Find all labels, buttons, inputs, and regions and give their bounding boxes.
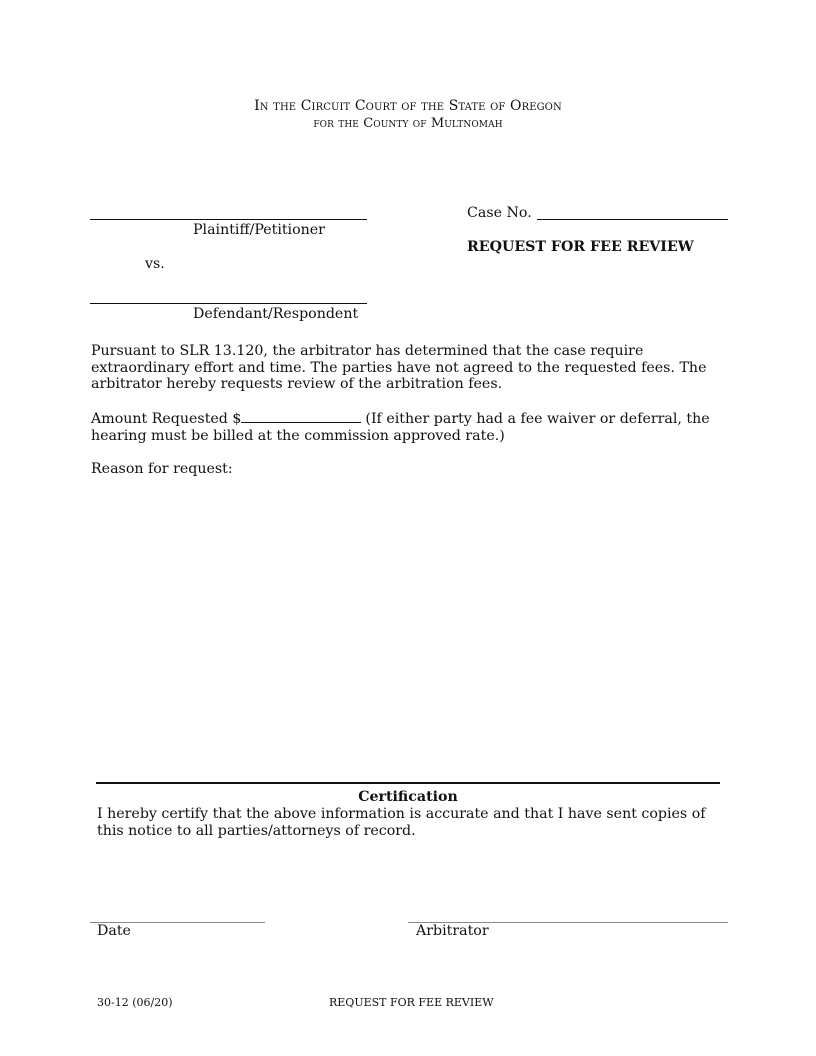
court-header-line-2: for the County of Multnomah	[313, 116, 503, 131]
amount-requested-paragraph	[91, 410, 731, 444]
certification-text: I hereby certify that the above information is accurate and that I have sent copies of this notice to all parties/attorneys of record.	[97, 806, 706, 839]
case-number-label: Case No.	[467, 205, 532, 221]
versus-label: vs.	[145, 256, 165, 272]
plaintiff-name-field[interactable]	[90, 219, 367, 220]
certification-heading: Certification	[358, 789, 458, 805]
amount-requested-field[interactable]	[241, 410, 361, 423]
defendant-label: Defendant/Respondent	[193, 306, 359, 322]
certification-divider	[96, 782, 720, 784]
arbitrator-label: Arbitrator	[416, 923, 489, 939]
request-paragraph: Pursuant to SLR 13.120, the arbitrator has determined that the case require extraordinary effort and time. The parties have not agreed to the requested fees. The arbitrator hereby requests review of the arbitration fees.	[91, 343, 707, 392]
case-number-field[interactable]	[537, 219, 728, 220]
reason-label: Reason for request:	[91, 461, 233, 477]
amount-requested-note: (If either party had a fee waiver or deferral, the hearing must be billed at the commission approved rate.)	[91, 411, 710, 444]
footer-title: REQUEST FOR FEE REVIEW	[329, 996, 494, 1009]
reason-field[interactable]	[91, 482, 721, 772]
footer-form-number: 30-12 (06/20)	[97, 996, 173, 1009]
court-header	[0, 97, 816, 133]
document-title: REQUEST FOR FEE REVIEW	[467, 239, 694, 255]
court-header-line-1: In the Circuit Court of the State of Oregon	[254, 98, 562, 114]
amount-requested-label: Amount Requested $	[91, 411, 242, 427]
defendant-name-field[interactable]	[90, 303, 367, 304]
date-label: Date	[97, 923, 131, 939]
plaintiff-label: Plaintiff/Petitioner	[193, 222, 325, 238]
